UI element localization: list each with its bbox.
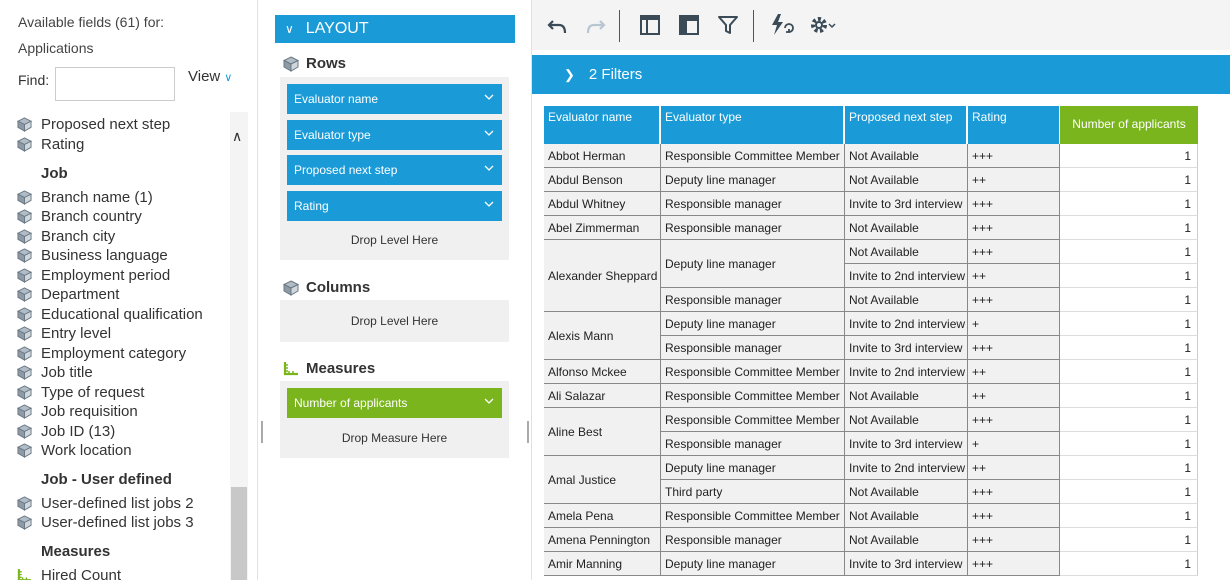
row-pill-evaluator-type[interactable] <box>287 120 502 150</box>
chevron-down-icon <box>484 128 494 138</box>
field-item-educational-qualification[interactable] <box>16 304 203 324</box>
layout-title: LAYOUT <box>305 20 369 37</box>
find-label: Find: <box>18 72 50 88</box>
field-item-job-id-13[interactable] <box>16 421 115 441</box>
find-input[interactable] <box>55 67 175 101</box>
evaluator-type-cell: Deputy line manager <box>661 168 845 192</box>
columns-drop-hint: Drop Level Here <box>350 314 439 328</box>
columns-section-title <box>282 279 370 296</box>
tabular-layout-button[interactable] <box>674 10 704 40</box>
field-item-rating[interactable] <box>16 134 84 154</box>
measures-title-text: Measures <box>306 360 376 377</box>
evaluator-type-cell: Responsible Committee Member <box>661 360 845 384</box>
evaluator-type-cell: Responsible Committee Member <box>661 144 845 168</box>
toolbar-separator <box>753 10 754 42</box>
rating-cell: +++ <box>968 408 1060 432</box>
evaluator-type-cell: Responsible manager <box>661 216 845 240</box>
evaluator-name-cell: Alfonso Mckee <box>544 360 661 384</box>
pill-label: Rating <box>294 199 329 213</box>
field-item-job-title[interactable] <box>16 362 93 382</box>
rows-drop-hint: Drop Level Here <box>350 233 439 247</box>
evaluator-type-cell: Responsible manager <box>661 336 845 360</box>
cube-icon <box>16 248 33 263</box>
cube-icon <box>282 56 300 72</box>
filters-bar[interactable] <box>532 55 1230 94</box>
cube-icon <box>16 326 33 341</box>
field-item-user-defined-list-jobs-3[interactable] <box>16 512 194 532</box>
cube-icon <box>16 424 33 439</box>
measures-drop-area[interactable] <box>280 381 509 458</box>
cube-icon <box>16 268 33 283</box>
cube-icon <box>16 385 33 400</box>
proposed-next-step-cell: Invite to 2nd interview <box>845 312 968 336</box>
evaluator-name-cell: Alexis Mann <box>544 312 661 360</box>
cube-icon <box>16 209 33 224</box>
row-pill-evaluator-name[interactable] <box>287 84 502 114</box>
pivot-view <box>531 0 1230 580</box>
proposed-next-step-cell: Invite to 2nd interview <box>845 264 968 288</box>
proposed-next-step-cell: Not Available <box>845 144 968 168</box>
evaluator-type-cell: Responsible manager <box>661 288 845 312</box>
evaluator-type-cell: Responsible manager <box>661 432 845 456</box>
field-item-user-defined-list-jobs-2[interactable] <box>16 493 194 513</box>
evaluator-type-cell: Deputy line manager <box>661 456 845 480</box>
proposed-next-step-cell: Not Available <box>845 240 968 264</box>
applicant-count-cell: 1 <box>1060 168 1198 192</box>
rating-cell: ++ <box>968 384 1060 408</box>
applicant-count-cell: 1 <box>1060 336 1198 360</box>
rating-cell: ++ <box>968 168 1060 192</box>
proposed-next-step-cell: Invite to 3rd interview <box>845 432 968 456</box>
field-label: Entry level <box>41 324 112 342</box>
evaluator-name-cell: Abdul Benson <box>544 168 661 192</box>
applicant-count-cell: 1 <box>1060 216 1198 240</box>
pill-label: Evaluator name <box>294 92 379 106</box>
evaluator-type-cell: Responsible manager <box>661 528 845 552</box>
field-label: Educational qualification <box>41 305 203 323</box>
evaluator-name-cell: Aline Best <box>544 408 661 456</box>
rating-cell: +++ <box>968 336 1060 360</box>
measures-section-title <box>282 360 375 377</box>
cube-icon <box>16 365 33 380</box>
chevron-down-icon <box>484 199 494 209</box>
proposed-next-step-cell: Invite to 3rd interview <box>845 192 968 216</box>
filter-button[interactable] <box>713 10 743 40</box>
measures-drop-hint: Drop Measure Here <box>341 431 448 445</box>
field-label: User-defined list jobs 2 <box>41 494 194 512</box>
cube-icon <box>16 346 33 361</box>
field-item-hired-count[interactable] <box>16 565 121 580</box>
field-item-work-location[interactable] <box>16 440 132 460</box>
proposed-next-step-cell: Not Available <box>845 504 968 528</box>
proposed-next-step-cell: Not Available <box>845 408 968 432</box>
filter-icon <box>716 13 740 37</box>
field-item-type-of-request[interactable] <box>16 382 144 402</box>
applicant-count-cell: 1 <box>1060 480 1198 504</box>
filters-label: 2 Filters <box>588 66 643 83</box>
proposed-next-step-cell: Not Available <box>845 480 968 504</box>
chevron-down-icon: ∨ <box>285 22 294 36</box>
field-label: Rating <box>41 135 85 153</box>
pill-label: Evaluator type <box>294 128 371 142</box>
rating-cell: ++ <box>968 456 1060 480</box>
chevron-down-icon: ∨ <box>224 72 233 84</box>
field-label: Department <box>41 285 120 303</box>
field-label: Work location <box>41 441 132 459</box>
field-label: Branch city <box>41 227 116 245</box>
redo-button[interactable] <box>581 10 611 40</box>
view-label: View <box>188 68 221 85</box>
settings-button[interactable] <box>806 10 840 40</box>
applicant-count-cell: 1 <box>1060 552 1198 576</box>
available-fields-title: Available fields (61) for: <box>18 14 165 30</box>
evaluator-type-cell: Responsible Committee Member <box>661 408 845 432</box>
redo-icon <box>584 13 608 37</box>
rows-drop-area[interactable] <box>280 77 509 260</box>
applicant-count-cell: 1 <box>1060 312 1198 336</box>
evaluator-name-cell: Abdul Whitney <box>544 192 661 216</box>
evaluator-name-cell: Amir Manning <box>544 552 661 576</box>
rating-cell: +++ <box>968 504 1060 528</box>
scroll-up-icon[interactable]: ∧ <box>232 128 243 144</box>
proposed-next-step-cell: Invite to 3rd interview <box>845 552 968 576</box>
field-label: Hired Count <box>41 566 122 580</box>
field-item-department[interactable] <box>16 284 119 304</box>
field-label: Employment category <box>41 344 187 362</box>
evaluator-name-cell: Ali Salazar <box>544 384 661 408</box>
header-evaluator-name[interactable]: Evaluator name <box>544 106 660 144</box>
field-item-branch-name-1[interactable] <box>16 187 153 207</box>
field-label: Business language <box>41 246 168 264</box>
cube-icon <box>16 515 33 530</box>
applicant-count-cell: 1 <box>1060 192 1198 216</box>
ruler-icon <box>282 361 300 377</box>
header-proposed-next-step[interactable]: Proposed next step <box>845 106 967 144</box>
proposed-next-step-cell: Not Available <box>845 528 968 552</box>
layout-compact-icon <box>638 13 662 37</box>
rows-section-title <box>282 55 346 72</box>
evaluator-name-cell: Amena Pennington <box>544 528 661 552</box>
evaluator-type-cell: Deputy line manager <box>661 240 845 288</box>
proposed-next-step-cell: Not Available <box>845 168 968 192</box>
applicant-count-cell: 1 <box>1060 288 1198 312</box>
row-pill-rating[interactable] <box>287 191 502 221</box>
rating-cell: ++ <box>968 360 1060 384</box>
header-evaluator-type[interactable]: Evaluator type <box>661 106 844 144</box>
field-label: Job title <box>41 363 93 381</box>
scrollbar-thumb[interactable] <box>231 487 247 580</box>
cube-icon <box>16 307 33 322</box>
field-item-job-requisition[interactable] <box>16 401 138 421</box>
chevron-down-icon <box>484 396 494 406</box>
field-item-employment-category[interactable] <box>16 343 186 363</box>
proposed-next-step-cell: Not Available <box>845 384 968 408</box>
rating-cell: +++ <box>968 288 1060 312</box>
undo-icon <box>545 13 569 37</box>
refresh-lightning-icon <box>768 12 794 38</box>
rating-cell: + <box>968 312 1060 336</box>
cube-icon <box>16 443 33 458</box>
rating-cell: +++ <box>968 552 1060 576</box>
rating-cell: +++ <box>968 240 1060 264</box>
field-item-business-language[interactable] <box>16 245 168 265</box>
evaluator-name-cell: Abel Zimmerman <box>544 216 661 240</box>
rating-cell: +++ <box>968 480 1060 504</box>
applicant-count-cell: 1 <box>1060 240 1198 264</box>
evaluator-type-cell: Responsible manager <box>661 192 845 216</box>
applicant-count-cell: 1 <box>1060 456 1198 480</box>
cube-icon <box>16 229 33 244</box>
applicant-count-cell: 1 <box>1060 432 1198 456</box>
layout-table-icon <box>677 13 701 37</box>
proposed-next-step-cell: Invite to 2nd interview <box>845 456 968 480</box>
rating-cell: ++ <box>968 264 1060 288</box>
applicant-count-cell: 1 <box>1060 408 1198 432</box>
settings-gear-icon <box>808 13 838 37</box>
applicant-count-cell: 1 <box>1060 264 1198 288</box>
chevron-down-icon <box>484 163 494 173</box>
refresh-button[interactable] <box>766 10 796 40</box>
applicant-count-cell: 1 <box>1060 528 1198 552</box>
pill-label: Proposed next step <box>294 163 398 177</box>
evaluator-name-cell: Abbot Herman <box>544 144 661 168</box>
cube-icon <box>16 190 33 205</box>
field-label: Employment period <box>41 266 171 284</box>
field-item-branch-country[interactable] <box>16 206 142 226</box>
field-label: Type of request <box>41 383 145 401</box>
row-pill-proposed-next-step[interactable] <box>287 155 502 185</box>
columns-title-text: Columns <box>306 279 371 296</box>
field-group-job[interactable]: Job <box>41 165 68 182</box>
field-label: Branch name (1) <box>41 188 153 206</box>
pill-label: Number of applicants <box>294 396 408 410</box>
evaluator-type-cell: Responsible Committee Member <box>661 384 845 408</box>
header-rating[interactable]: Rating <box>968 106 1060 144</box>
panel-splitter[interactable] <box>527 421 529 443</box>
field-item-entry-level[interactable] <box>16 323 111 343</box>
field-item-employment-period[interactable] <box>16 265 170 285</box>
measure-pill-number-of-applicants[interactable] <box>287 388 502 418</box>
applicant-count-cell: 1 <box>1060 360 1198 384</box>
evaluator-name-cell: Alexander Sheppard <box>544 240 661 312</box>
field-label: Job ID (13) <box>41 422 116 440</box>
layout-header[interactable] <box>275 15 515 43</box>
cube-icon <box>16 117 33 132</box>
view-dropdown[interactable] <box>188 68 232 85</box>
applicant-count-cell: 1 <box>1060 144 1198 168</box>
field-item-branch-city[interactable] <box>16 226 115 246</box>
columns-drop-area[interactable] <box>280 300 509 342</box>
field-label: User-defined list jobs 3 <box>41 513 194 531</box>
header-number-of-applicants[interactable]: Number of applicants <box>1060 106 1198 144</box>
applicant-count-cell: 1 <box>1060 504 1198 528</box>
proposed-next-step-cell: Not Available <box>845 288 968 312</box>
layout-panel <box>268 0 524 580</box>
field-label: Job requisition <box>41 402 138 420</box>
chevron-down-icon <box>484 92 494 102</box>
evaluator-name-cell: Amela Pena <box>544 504 661 528</box>
chevron-right-icon: ❯ <box>564 66 575 82</box>
evaluator-type-cell: Deputy line manager <box>661 552 845 576</box>
field-group-measures[interactable]: Measures <box>41 543 111 560</box>
rating-cell: +++ <box>968 216 1060 240</box>
cube-icon <box>16 137 33 152</box>
cube-icon <box>16 404 33 419</box>
evaluator-type-cell: Deputy line manager <box>661 312 845 336</box>
toolbar-separator <box>619 10 620 42</box>
rating-cell: + <box>968 432 1060 456</box>
cube-icon <box>16 287 33 302</box>
field-item-proposed-next-step[interactable] <box>16 114 170 134</box>
evaluator-name-cell: Amal Justice <box>544 456 661 504</box>
rating-cell: +++ <box>968 192 1060 216</box>
rating-cell: +++ <box>968 144 1060 168</box>
cube-icon <box>282 280 300 296</box>
evaluator-type-cell: Responsible Committee Member <box>661 504 845 528</box>
proposed-next-step-cell: Invite to 3rd interview <box>845 336 968 360</box>
available-fields-subject: Applications <box>18 40 94 56</box>
applicant-count-cell: 1 <box>1060 384 1198 408</box>
proposed-next-step-cell: Invite to 2nd interview <box>845 360 968 384</box>
rating-cell: +++ <box>968 528 1060 552</box>
undo-button[interactable] <box>542 10 572 40</box>
field-tree <box>0 112 230 580</box>
field-label: Branch country <box>41 207 142 225</box>
rows-title-text: Rows <box>306 55 347 72</box>
field-label: Proposed next step <box>41 115 171 133</box>
ruler-icon <box>16 568 33 580</box>
field-group-job-user-defined[interactable]: Job - User defined <box>41 471 172 488</box>
compact-layout-button[interactable] <box>635 10 665 40</box>
panel-splitter[interactable] <box>261 421 263 443</box>
field-list-panel <box>0 0 258 580</box>
evaluator-type-cell: Third party <box>661 480 845 504</box>
proposed-next-step-cell: Not Available <box>845 216 968 240</box>
toolbar <box>532 0 1230 50</box>
cube-icon <box>16 496 33 511</box>
